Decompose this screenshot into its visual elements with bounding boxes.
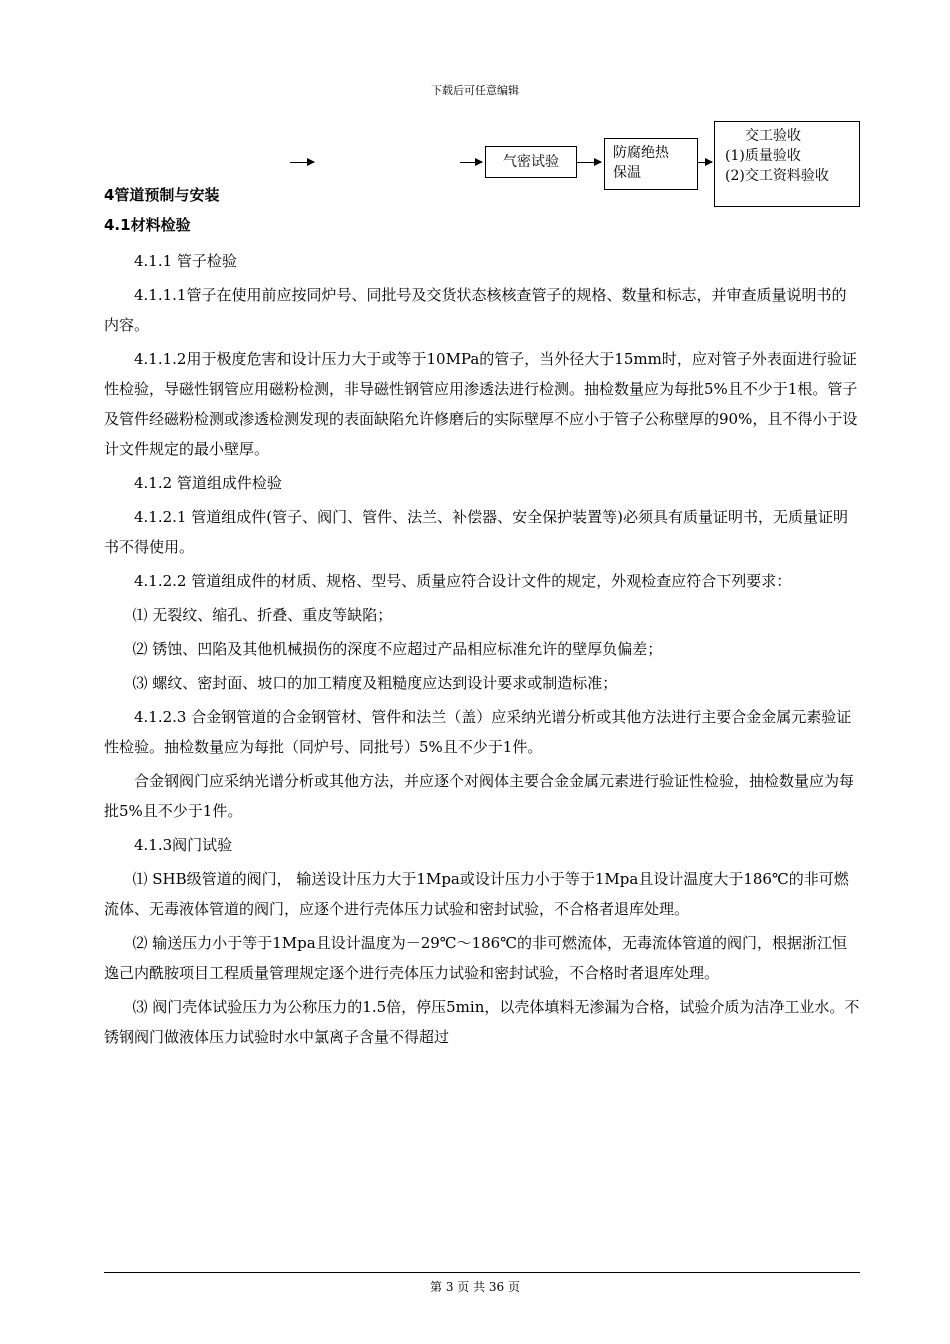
list-item-1: ⑴ 无裂纹、缩孔、折叠、重皮等缺陷； bbox=[132, 606, 393, 624]
flow-box-anticorrosion-line1: 防腐绝热 bbox=[613, 145, 669, 161]
paragraph-4-1-1-1: 4.1.1.1管子在使用前应按同炉号、同批号及交货状态核核查管子的规格、数量和标志，并审查质量说明书的内容。 bbox=[104, 286, 847, 334]
page-header: 下载后可任意编辑 bbox=[431, 84, 519, 97]
paragraph-4-1-2-3: 4.1.2.3 合金钢管道的合金钢管材、管件和法兰（盖）应采纳光谱分析或其他方法进行主要合金金属元素验证性检验。抽检数量应为每批（同炉号、同批号）5%且不少于1件。 bbox=[104, 708, 852, 756]
list-item-2: ⑵ 锈蚀、凹陷及其他机械损伤的深度不应超过产品相应标准允许的壁厚负偏差； bbox=[132, 640, 663, 658]
paragraph-4-1-1: 4.1.1 管子检验 bbox=[134, 252, 237, 270]
paragraph-4-1-2: 4.1.2 管道组成件检验 bbox=[134, 474, 282, 492]
arrow-left bbox=[290, 162, 314, 163]
paragraph-4-1-1-2: 4.1.1.2用于极度危害和设计压力大于或等于10MPa的管子，当外径大于15mm时，应对管子外表面进行验证性检验，导磁性钢管应用磁粉检测，非导磁性钢管应用渗透法进行检测。抽检数量应为每批5%且不少于1根。管子及管件经磁粉检测或渗透检测发现的表面缺陷允许修磨后的实际壁厚不应小于管子公称壁厚的90%，且不得小于设计文件规定的最小壁厚。 bbox=[104, 350, 858, 458]
flow-box-acceptance-title: 交工验收 bbox=[745, 128, 801, 144]
section-title: 4管道预制与安装 bbox=[104, 186, 220, 204]
flow-box-anticorrosion-line2: 保温 bbox=[613, 165, 641, 181]
subsection-title: 4.1材料检验 bbox=[104, 216, 191, 234]
valve-test-item-1: ⑴ SHB级管道的阀门， 输送设计压力大于1Mpa或设计压力小于等于1Mpa且设计温度大于186℃的非可燃流体、无毒液体管道的阀门，应逐个进行壳体压力试验和密封试验，不合格者退库处理。 bbox=[104, 870, 849, 918]
flow-box-acceptance-item1: (1)质量验收 bbox=[725, 148, 801, 164]
valve-test-item-3: ⑶ 阀门壳体试验压力为公称压力的1.5倍，停压5min，以壳体填料无渗漏为合格，试验介质为洁净工业水。不锈钢阀门做液体压力试验时水中氯离子含量不得超过 bbox=[104, 998, 860, 1046]
valve-test-item-2: ⑵ 输送压力小于等于1Mpa且设计温度为－29℃～186℃的非可燃流体，无毒流体管道的阀门，根据浙江恒逸己内酰胺项目工程质量管理规定逐个进行壳体压力试验和密封试验，不合格时者退库处理。 bbox=[104, 934, 847, 982]
flow-box-gas-tightness-test bbox=[485, 146, 577, 178]
footer-divider bbox=[104, 1272, 860, 1273]
list-item-3: ⑶ 螺纹、密封面、坡口的加工精度及粗糙度应达到设计要求或制造标准； bbox=[132, 674, 618, 692]
paragraph-4-1-2-1: 4.1.2.1 管道组成件(管子、阀门、管件、法兰、补偿器、安全保护装置等)必须具有质量证明书，无质量证明书不得使用。 bbox=[104, 508, 848, 556]
paragraph-4-1-2-2: 4.1.2.2 管道组成件的材质、规格、型号、质量应符合设计文件的规定，外观检查应符合下列要求： bbox=[134, 572, 792, 590]
paragraph-4-1-3: 4.1.3阀门试验 bbox=[134, 836, 233, 854]
arrow-to-acceptance bbox=[698, 162, 712, 163]
paragraph-alloy-valve: 合金钢阀门应采纳光谱分析或其他方法，并应逐个对阀体主要合金金属元素进行验证性检验，抽检数量应为每批5%且不少于1件。 bbox=[104, 772, 855, 820]
flow-box-gas-label: 气密试验 bbox=[503, 154, 559, 170]
flow-box-acceptance-item2: (2)交工资料验收 bbox=[725, 168, 829, 184]
arrow-to-gas-test bbox=[460, 162, 482, 163]
page-footer: 第 3 页 共 36 页 bbox=[430, 1280, 520, 1294]
document-body bbox=[104, 180, 860, 1056]
arrow-to-anticorrosion bbox=[577, 162, 601, 163]
